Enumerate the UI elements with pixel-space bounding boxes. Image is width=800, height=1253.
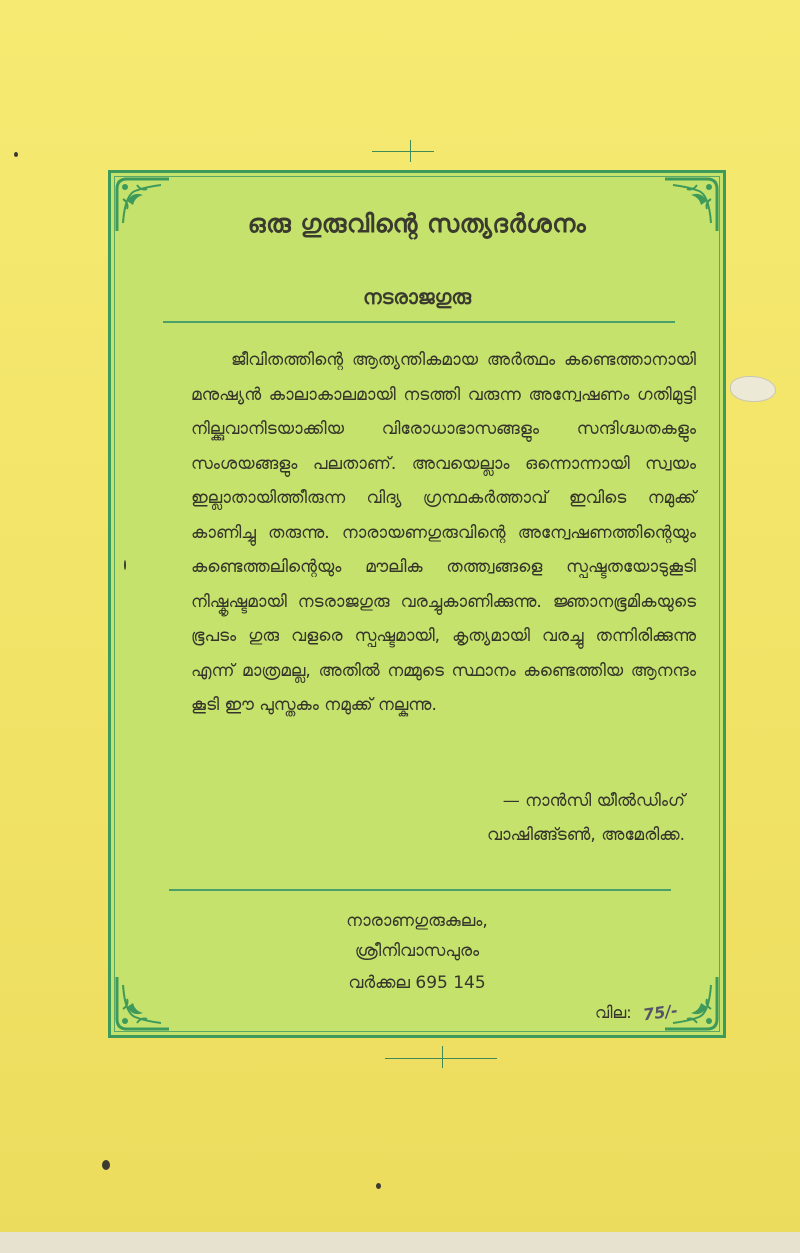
speck: [376, 1183, 381, 1189]
paper-edge: [0, 1232, 800, 1253]
divider-bottom: [169, 889, 671, 891]
price-label: വില:: [595, 1003, 632, 1022]
publisher-line-2: ശ്രീനിവാസപുരം: [354, 941, 480, 961]
crop-mark-top-h: [372, 151, 434, 152]
speck: [102, 1160, 110, 1170]
blurb-panel: [108, 170, 726, 1038]
publisher-line-1: നാരാണഗുരുകുലം,: [346, 911, 488, 931]
price-value: 75/-: [641, 1000, 679, 1025]
speck: [124, 560, 126, 570]
publisher-line-3: വർക്കല 695 145: [348, 973, 486, 993]
divider-top: [163, 321, 675, 323]
book-title: ഒരു ഗുരുവിന്റെ സത്യദർശനം: [247, 209, 587, 238]
crop-mark-bottom-v: [442, 1046, 443, 1068]
book-author: നടരാജഗുരു: [363, 285, 471, 309]
blurb-text: ജീവിതത്തിന്റെ ആത്യന്തികമായ അർത്ഥം കണ്ടെത്താനായി മനുഷ്യൻ കാലാകാലമായി നടത്തി വരുന്ന അന്വേഷണം ഗതിമുട്ടി നില്ക്കുവാനിടയാക്കിയ വിരോധാഭാസങ്ങളും സന്ദിഗ്ദ്ധതകളും സംശയങ്ങളും പലതാണ്. അവയെല്ലാം ഒന്നൊന്നായി സ്വയം ഇല്ലാതായിത്തീരുന്ന വിദ്യ ഗ്രന്ഥകർത്താവ് ഇവിടെ നമുക്ക് കാണിച്ചു തരുന്നു. നാരായണഗുരുവിന്റെ അന്വേഷണത്തിന്റെയും കണ്ടെത്തലിന്റെയും മൗലിക തത്ത്വങ്ങളെ സ്പഷ്ടതയോടുകൂടി നിഷ്കൃഷ്ടമായി നടരാജഗുരു വരച്ചുകാണിക്കുന്നു. ജ്ഞാനഭൂമികയുടെ ഭൂപടം ഗുരു വളരെ സ്പഷ്ടമായി, കൃത്യമായി വരച്ചു തന്നിരിക്കുന്നു എന്ന് മാത്രമല്ല, അതിൽ നമ്മുടെ സ്ഥാനം കണ്ടെത്തിയ ആനന്ദം കൂടി ഈ പുസ്തകം നമുക്ക് നല്കുന്നു.: [191, 350, 696, 715]
paper-sticker: [730, 376, 776, 402]
attribution-place: വാഷിങ്ങ്ടൺ, അമേരിക്ക.: [487, 825, 685, 845]
attribution-name: — നാൻസി യീൽഡിംഗ്: [502, 791, 685, 811]
price: [595, 1000, 679, 1025]
crop-mark-bottom-h: [385, 1058, 497, 1059]
crop-mark-top-v: [410, 140, 411, 162]
speck: [14, 152, 18, 157]
